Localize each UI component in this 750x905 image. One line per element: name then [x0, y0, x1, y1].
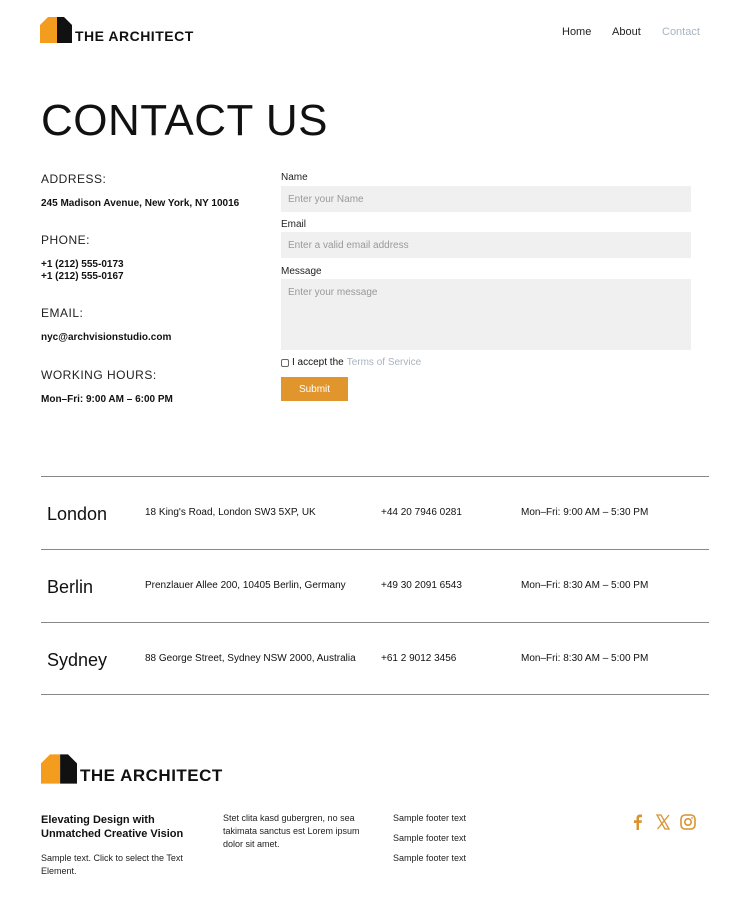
submit-button[interactable]: Submit — [281, 377, 348, 401]
logo-icon — [41, 754, 77, 784]
nav-contact[interactable]: Contact — [662, 26, 700, 38]
page-title: CONTACT US — [41, 96, 328, 145]
accept-checkbox[interactable] — [281, 359, 289, 367]
message-placeholder: Enter your message — [288, 287, 378, 298]
phone-value-1: +1 (212) 555-0173 — [41, 259, 124, 270]
footer-link[interactable]: Sample footer text — [393, 853, 467, 863]
logo-text: THE ARCHITECT — [75, 28, 194, 44]
hours-value: Mon–Fri: 9:00 AM – 6:00 PM — [41, 394, 173, 405]
phone-label: PHONE: — [41, 233, 91, 247]
office-city: Sydney — [47, 650, 108, 670]
social-links — [630, 813, 696, 831]
office-row — [41, 476, 709, 549]
office-address: Prenzlauer Allee 200, 10405 Berlin, Germany — [145, 580, 346, 591]
name-input[interactable] — [281, 186, 691, 212]
message-textarea[interactable] — [281, 279, 691, 350]
footer-logo[interactable] — [41, 754, 223, 784]
email-input[interactable] — [281, 232, 691, 258]
footer-tagline: Elevating Design with Unmatched Creative Vision — [41, 814, 184, 840]
hours-label: WORKING HOURS: — [41, 368, 157, 382]
name-placeholder: Enter your Name — [288, 193, 364, 205]
email-value: nyc@archvisionstudio.com — [41, 332, 172, 343]
terms-row — [281, 357, 421, 368]
footer-lorem: Stet clita kasd gubergren, no sea takimata sanctus est Lorem ipsum dolor sit amet. — [223, 813, 360, 849]
email-placeholder: Enter a valid email address — [288, 239, 409, 251]
office-phone: +61 2 9012 3456 — [381, 653, 457, 664]
office-phone: +49 30 2091 6543 — [381, 580, 462, 591]
office-hours: Mon–Fri: 8:30 AM – 5:00 PM — [521, 580, 649, 591]
logo-text: THE ARCHITECT — [80, 766, 223, 785]
instagram-icon[interactable] — [680, 813, 696, 831]
address-label: ADDRESS: — [41, 172, 107, 186]
terms-link[interactable]: Terms of Service — [346, 357, 422, 368]
accept-text: I accept the — [292, 357, 344, 368]
office-row — [41, 622, 709, 695]
office-city: Berlin — [47, 577, 94, 597]
footer-sample-text: Sample text. Click to select the Text Element. — [41, 853, 183, 876]
facebook-icon[interactable] — [630, 813, 646, 831]
office-hours: Mon–Fri: 8:30 AM – 5:00 PM — [521, 653, 649, 664]
office-city: London — [47, 504, 108, 524]
office-address: 18 King's Road, London SW3 5XP, UK — [145, 507, 316, 518]
office-phone: +44 20 7946 0281 — [381, 507, 462, 518]
office-row — [41, 549, 709, 622]
logo-icon — [40, 17, 72, 43]
x-icon[interactable] — [655, 813, 671, 831]
phone-value-2: +1 (212) 555-0167 — [41, 271, 124, 282]
footer-link[interactable]: Sample footer text — [393, 833, 467, 843]
address-value: 245 Madison Avenue, New York, NY 10016 — [41, 198, 240, 209]
office-address: 88 George Street, Sydney NSW 2000, Australia — [145, 653, 356, 664]
nav-home[interactable]: Home — [562, 26, 592, 38]
name-label: Name — [281, 172, 308, 183]
email-label: EMAIL: — [41, 306, 84, 320]
nav-about[interactable]: About — [612, 26, 641, 38]
header-logo[interactable] — [40, 17, 194, 43]
email-field-label: Email — [281, 219, 307, 230]
office-hours: Mon–Fri: 9:00 AM – 5:30 PM — [521, 507, 649, 518]
footer-link[interactable]: Sample footer text — [393, 813, 467, 823]
message-label: Message — [281, 266, 322, 277]
